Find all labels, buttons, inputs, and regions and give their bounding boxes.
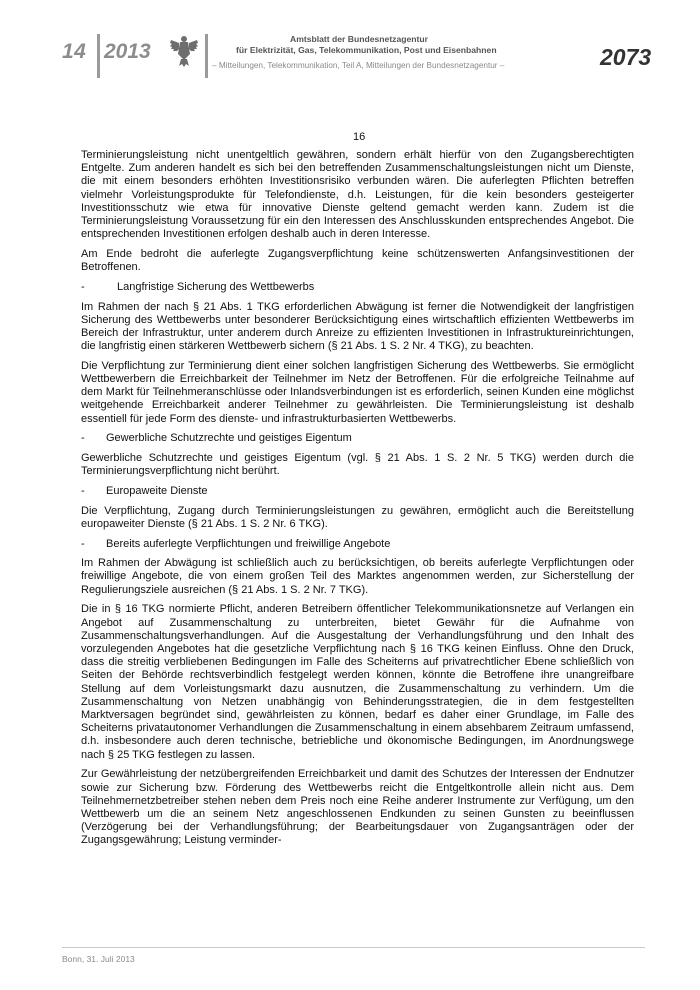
paragraph: Im Rahmen der nach § 21 Abs. 1 TKG erforderlichen Abwägung ist ferner die Notwendigkeit der langfristigen Sicherung des Wettbewerbs unter besonderer Berücksichtigung eines wirtschaftlich effizienten Wettbewerbs im Bereich der Infrastruktur, unter anderem durch Anreize zu effizienten Investitionen in Infrastruktureinrichtungen, die langfristig einen stärkeren Wettbewerb sichern (§ 21 Abs. 1 S. 2 Nr. 4 TKG), zu beachten. [81,300,634,353]
bullet-marker: - [81,537,85,550]
document-page-number: 16 [353,131,366,143]
paragraph: Terminierungsleistung nicht unentgeltlich gewähren, sondern erhält hierfür von den Zugangsberechtigten Entgelte. Zum anderen handelt es sich bei den betreffenden Zusammenschaltungsleistungen nicht um Dienste, die mit einem besonders erhöhten Investitionsrisiko verbunden wären. Die auferlegten Pflichten betreffen vielmehr Vorleistungsprodukte für Telefondienste, d.h. Leistungen, für die kein besonders gesteigerter Investitionsschutz wie etwa für innovative Dienste geltend gemacht werden kann. Zudem ist die Terminierungsleistung Voraussetzung für ein den Interessen des Anschlusskunden entsprechendes Angebot. Die entsprechenden Investitionen erfolgen deshalb auch in deren Interesse. [81,149,634,241]
footer-date: Bonn, 31. Juli 2013 [62,954,135,964]
gazette-section-subtitle: – Mitteilungen, Telekommunikation, Teil A, Mitteilungen der Bundesnetzagentur – [212,61,505,70]
bullet-heading [81,432,634,445]
footer-divider [62,947,645,948]
bullet-heading [81,485,634,498]
gazette-title-line2: für Elektrizität, Gas, Telekommunikation, Post und Eisenbahnen [236,45,497,55]
paragraph: Die Verpflichtung zur Terminierung dient einer solchen langfristigen Sicherung des Wettbewerbs. Sie ermöglicht Wettbewerbern die Erreichbarkeit der Teilnehmer im Netz der Betroffenen. Für die erfolgreiche Teilnahme auf dem Markt für Teilnehmeranschlüsse oder Inlandsverbindungen ist es erforderlich, seinen Kunden eine möglichst weitgehende Erreichbarkeit anderer Teilnehmer zu gewährleisten. Die Terminierungsleistung ist deshalb essentiell für jede Form des dienste- und infrastrukturbasierten Wettbewerbs. [81,359,634,425]
issue-year: 2013 [104,40,151,63]
issue-number: 14 [62,40,87,63]
gazette-page-number: 2073 [600,44,652,70]
document-body [81,149,634,854]
paragraph: Die Verpflichtung, Zugang durch Terminierungsleistungen zu gewähren, ermöglicht auch die Bereitstellung europaweiter Dienste (§ 21 Abs. 1 S. 2 Nr. 6 TKG). [81,504,634,530]
bullet-heading [81,281,634,294]
federal-eagle-icon [169,34,199,68]
bullet-heading-text: Bereits auferlegte Verpflichtungen und freiwillige Angebote [106,537,391,550]
paragraph: Zur Gewährleistung der netzübergreifenden Erreichbarkeit und damit des Schutzes der Interessen der Endnutzer sowie zur Sicherung bzw. Förderung des Wettbewerbs reicht die Entgeltkontrolle allein nicht aus. Dem Teilnehmernetzbetreiber stehen neben dem Preis noch eine Reihe anderer Instrumente zur Verfügung, um den Wettbewerb um die an seinem Netz angeschlossenen Endkunden zu seinen Gunsten zu beeinflussen (Verzögerung bei der Verhandlungsführung; der Bearbeitungsdauer von Zugangsanträgen oder der Zugangsgewährung; Leistung verminder- [81,768,634,847]
paragraph: Am Ende bedroht die auferlegte Zugangsverpflichtung keine schützenswerten Anfangsinvestitionen der Betroffenen. [81,247,634,274]
bullet-heading-text: Europaweite Dienste [106,484,208,497]
gazette-title: Amtsblatt der Bundesnetzagentur [290,34,428,44]
header-divider [97,34,100,78]
paragraph: Gewerbliche Schutzrechte und geistiges Eigentum (vgl. § 21 Abs. 1 S. 2 Nr. 5 TKG) werden durch die Terminierungsverpflichtung nicht berührt. [81,452,634,478]
bullet-marker: - [81,432,85,445]
bullet-heading-text: Gewerbliche Schutzrechte und geistiges Eigentum [106,432,352,445]
bullet-marker: - [81,484,85,497]
bullet-marker: - [81,280,85,293]
header-divider [205,34,208,78]
paragraph: Im Rahmen der Abwägung ist schließlich auch zu berücksichtigen, ob bereits auferlegte Verpflichtungen oder freiwillige Angebote, die von einem großen Teil des Marktes angenommen werden, zur Sicherstellung der Regulierungsziele ausreichen (§ 21 Abs. 1 S. 2 Nr. 7 TKG). [81,557,634,596]
paragraph: Die in § 16 TKG normierte Pflicht, anderen Betreibern öffentlicher Telekommunikationsnetze auf Verlangen ein Angebot auf Zusammenschaltung zu unterbreiten, bietet Gewähr für die Aufnahme von Zusammenschaltungsverhandlungen. Auf die Ausgestaltung der Verhandlungsführung und den Inhalt des vorzulegenden Angebotes hat die gesetzliche Verpflichtung nach § 16 TKG keinen Einfluss. Ohne den Druck, dass die streitig verbliebenen Bedingungen im Falle des Scheiterns auf privatrechtlicher Ebene schließlich von Seiten der Behörde rechtsverbindlich festgelegt werden können, könnte die Betroffene ihre unangreifbare Stellung auf dem Vorleistungsmarkt dazu ausnutzen, die Zusammenschaltung zu verhindern. Um die Zusammenschaltung von Netzen unabhängig von Behinderungsstrategien, die in dem festgestellten Marktversagen begründet sind, gewährleisten zu können, bedarf es daher einer Grundlage, im Falle des Scheiterns privatautonomer Verhandlungen die Zusammenschaltung in einem absehbarem Zeitraum umfassend, d.h. insbesondere auch deren technische, betriebliche und ökonomische Bedingungen, im Anordnungswege nach § 25 TKG festlegen zu lassen. [81,603,634,761]
bullet-heading [81,538,634,551]
bullet-heading-text: Langfristige Sicherung des Wettbewerbs [117,280,315,293]
